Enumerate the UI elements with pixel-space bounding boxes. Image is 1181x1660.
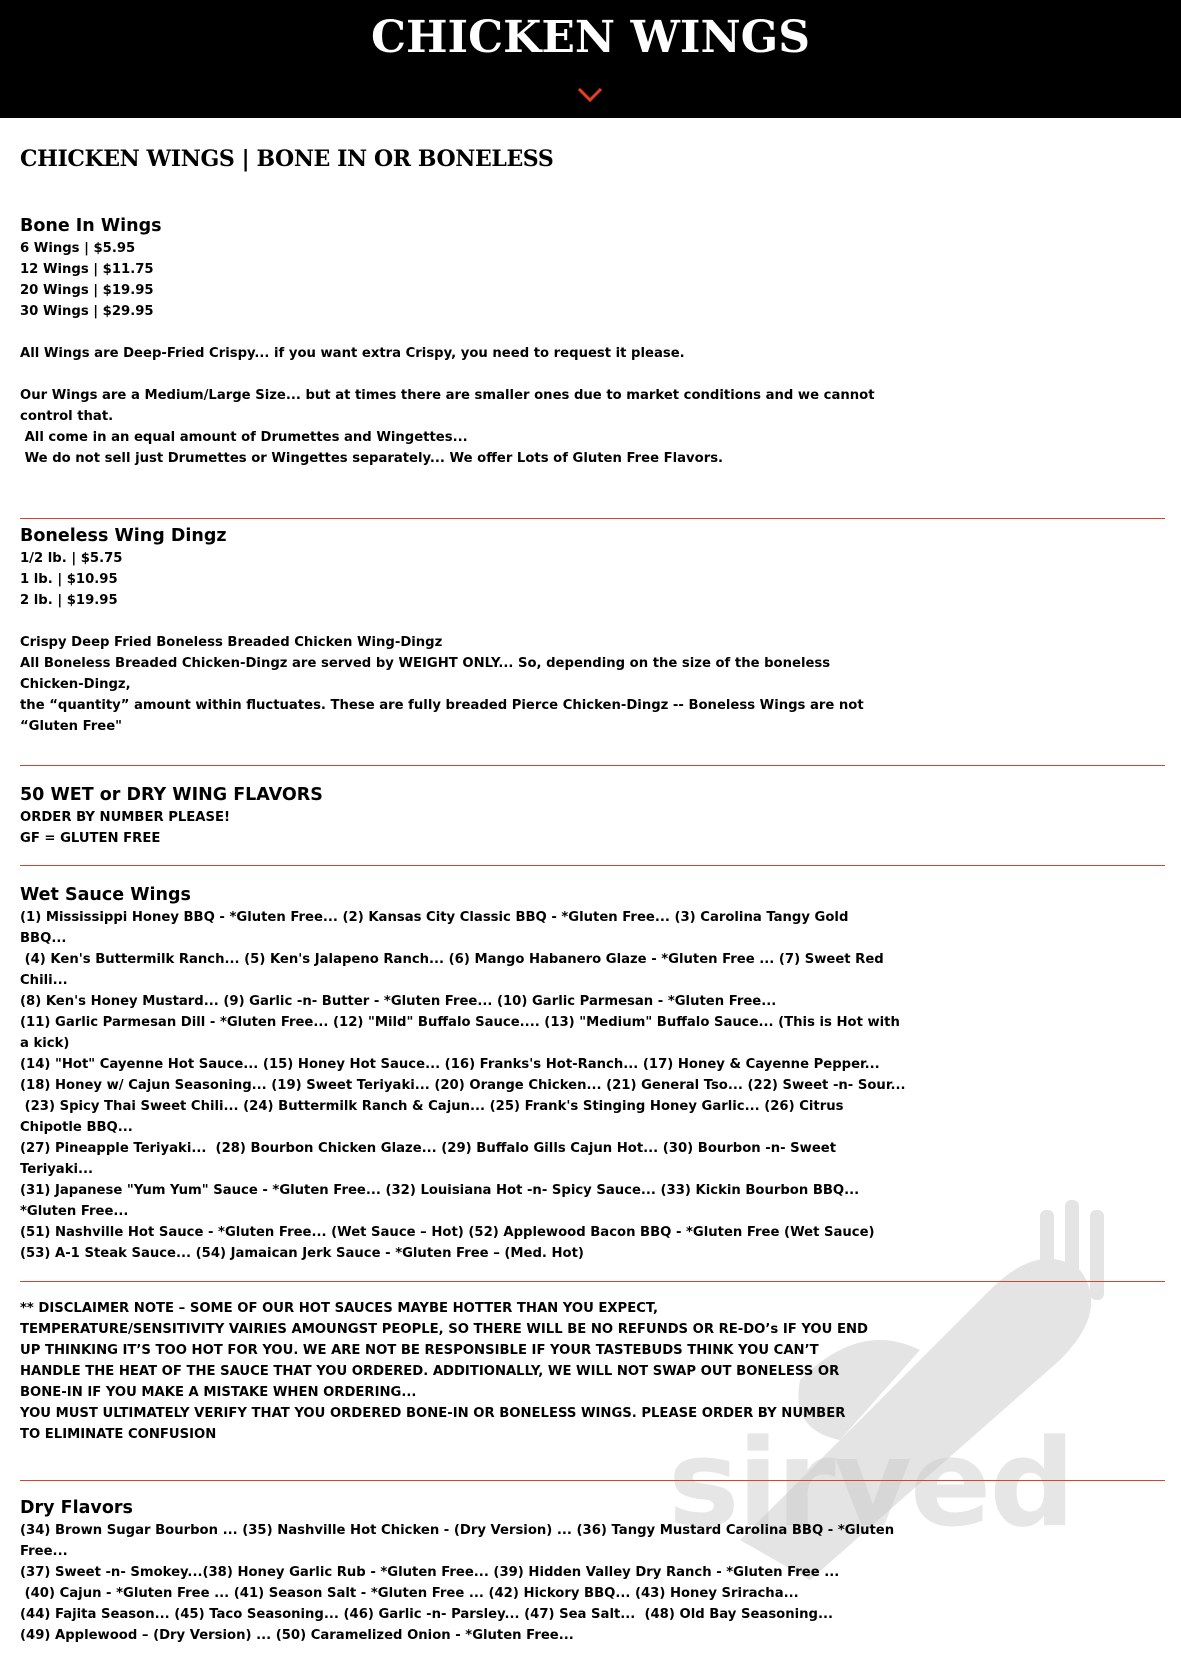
flavor-line: (4) Ken's Buttermilk Ranch... (5) Ken's Jalapeno Ranch... (6) Mango Habanero Glaze - *Gluten Free ... (7) Sweet Red (20, 952, 884, 967)
note-line: All come in an equal amount of Drumettes and Wingettes... (20, 430, 468, 445)
price-line: 12 Wings | $11.75 (20, 262, 154, 277)
flavor-line: BBQ... (20, 931, 67, 946)
flavor-line: (14) "Hot" Cayenne Hot Sauce... (15) Honey Hot Sauce... (16) Franks's Hot-Ranch... (17) Honey & Cayenne Pepper... (20, 1057, 880, 1072)
disclaimer-line: TEMPERATURE/SENSITIVITY VAIRIES AMOUNGST PEOPLE, SO THERE WILL BE NO REFUNDS OR RE-DO’s IF YOU END (20, 1322, 868, 1337)
divider (20, 518, 1165, 519)
flavors-title: 50 WET or DRY WING FLAVORS (20, 785, 323, 805)
divider (20, 1480, 1165, 1481)
dry-flavors-title: Dry Flavors (20, 1498, 133, 1518)
flavor-line: Chili... (20, 973, 68, 988)
flavor-line: (49) Applewood – (Dry Version) ... (50) Caramelized Onion - *Gluten Free... (20, 1628, 574, 1643)
note-line: Chicken-Dingz, (20, 677, 131, 692)
disclaimer-section (20, 1298, 960, 1445)
disclaimer-line: HANDLE THE HEAT OF THE SAUCE THAT YOU ORDERED. ADDITIONALLY, WE WILL NOT SWAP OUT BONELESS OR (20, 1364, 840, 1379)
flavors-line: ORDER BY NUMBER PLEASE! (20, 810, 231, 825)
disclaimer-line: TO ELIMINATE CONFUSION (20, 1427, 217, 1442)
note-line: the “quantity” amount within fluctuates. These are fully breaded Pierce Chicken-Dingz -- Boneless Wings are not (20, 698, 864, 713)
boneless-title: Boneless Wing Dingz (20, 526, 227, 546)
wet-sauce-section (20, 883, 960, 1264)
flavor-line: (40) Cajun - *Gluten Free ... (41) Season Salt - *Gluten Free ... (42) Hickory BBQ... (43) Honey Sriracha... (20, 1586, 799, 1601)
flavor-line: (34) Brown Sugar Bourbon ... (35) Nashville Hot Chicken - (Dry Version) ... (36) Tangy Mustard Carolina BBQ - *Gluten (20, 1523, 895, 1538)
flavor-line: *Gluten Free... (20, 1204, 129, 1219)
divider (20, 865, 1165, 866)
price-line: 2 lb. | $19.95 (20, 593, 118, 608)
flavor-line: (1) Mississippi Honey BBQ - *Gluten Free... (2) Kansas City Classic BBQ - *Gluten Free... (3) Carolina Tangy Gold (20, 910, 849, 925)
price-line: 1 lb. | $10.95 (20, 572, 118, 587)
price-line: 30 Wings | $29.95 (20, 304, 154, 319)
divider (20, 1281, 1165, 1282)
note-line: We do not sell just Drumettes or Wingettes separately... We offer Lots of Gluten Free Flavors. (20, 451, 724, 466)
disclaimer-line: ** DISCLAIMER NOTE – SOME OF OUR HOT SAUCES MAYBE HOTTER THAN YOU EXPECT, (20, 1301, 659, 1316)
header-banner (0, 0, 1181, 118)
flavor-line: Chipotle BBQ... (20, 1120, 133, 1135)
chevron-down-icon[interactable] (576, 86, 604, 104)
flavor-line: (53) A-1 Steak Sauce... (54) Jamaican Jerk Sauce - *Gluten Free – (Med. Hot) (20, 1246, 584, 1261)
flavor-line: (11) Garlic Parmesan Dill - *Gluten Free... (12) "Mild" Buffalo Sauce.... (13) "Medium" Buffalo Sauce... (This is Hot with (20, 1015, 900, 1030)
flavor-line: (27) Pineapple Teriyaki... (28) Bourbon Chicken Glaze... (29) Buffalo Gills Cajun Hot... (30) Bourbon -n- Sweet (20, 1141, 837, 1156)
disclaimer-line: YOU MUST ULTIMATELY VERIFY THAT YOU ORDERED BONE-IN OR BONELESS WINGS. PLEASE ORDER BY NUMBER (20, 1406, 846, 1421)
note-line: All Wings are Deep-Fried Crispy... if you want extra Crispy, you need to request it please. (20, 346, 685, 361)
flavor-line: (44) Fajita Season... (45) Taco Seasoning... (46) Garlic -n- Parsley... (47) Sea Salt... (48) Old Bay Seasoning... (20, 1607, 833, 1622)
price-line: 1/2 lb. | $5.75 (20, 551, 123, 566)
flavors-line: GF = GLUTEN FREE (20, 831, 161, 846)
price-line: 6 Wings | $5.95 (20, 241, 136, 256)
note-line: All Boneless Breaded Chicken-Dingz are served by WEIGHT ONLY... So, depending on the size of the boneless (20, 656, 831, 671)
flavor-line: Teriyaki... (20, 1162, 94, 1177)
flavor-line: (8) Ken's Honey Mustard... (9) Garlic -n- Butter - *Gluten Free... (10) Garlic Parmesan - *Gluten Free... (20, 994, 777, 1009)
flavor-line: (51) Nashville Hot Sauce - *Gluten Free... (Wet Sauce – Hot) (52) Applewood Bacon BBQ - *Gluten Free (Wet Sauce) (20, 1225, 875, 1240)
dry-flavors-section (20, 1496, 960, 1646)
boneless-section (20, 524, 920, 737)
bone-in-section (20, 214, 920, 469)
flavor-line: (23) Spicy Thai Sweet Chili... (24) Buttermilk Ranch & Cajun... (25) Frank's Stinging Honey Garlic... (26) Citrus (20, 1099, 844, 1114)
flavor-line: (37) Sweet -n- Smokey...(38) Honey Garlic Rub - *Gluten Free... (39) Hidden Valley Dry Ranch - *Gluten Free ... (20, 1565, 840, 1580)
page-title: CHICKEN WINGS (370, 12, 811, 63)
price-line: 20 Wings | $19.95 (20, 283, 154, 298)
note-line: “Gluten Free" (20, 719, 123, 734)
bone-in-title: Bone In Wings (20, 216, 162, 236)
divider (20, 765, 1165, 766)
wet-sauce-title: Wet Sauce Wings (20, 885, 191, 905)
flavors-section (20, 783, 920, 849)
watermark-text: sirved (668, 1415, 1074, 1554)
section-heading: CHICKEN WINGS | BONE IN OR BONELESS (20, 146, 554, 172)
disclaimer-line: BONE-IN IF YOU MAKE A MISTAKE WHEN ORDERING... (20, 1385, 417, 1400)
note-line: Crispy Deep Fried Boneless Breaded Chicken Wing-Dingz (20, 635, 443, 650)
disclaimer-line: UP THINKING IT’S TOO HOT FOR YOU. WE ARE NOT BE RESPONSIBLE IF YOUR TASTEBUDS THINK YOU CAN’T (20, 1343, 819, 1358)
note-line: Our Wings are a Medium/Large Size... but at times there are smaller ones due to market conditions and we cannot (20, 388, 875, 403)
flavor-line: (18) Honey w/ Cajun Seasoning... (19) Sweet Teriyaki... (20) Orange Chicken... (21) General Tso... (22) Sweet -n- Sour... (20, 1078, 906, 1093)
flavor-line: (31) Japanese "Yum Yum" Sauce - *Gluten Free... (32) Louisiana Hot -n- Spicy Sauce... (33) Kickin Bourbon BBQ... (20, 1183, 860, 1198)
note-line: control that. (20, 409, 114, 424)
flavor-line: Free... (20, 1544, 68, 1559)
flavor-line: a kick) (20, 1036, 70, 1051)
